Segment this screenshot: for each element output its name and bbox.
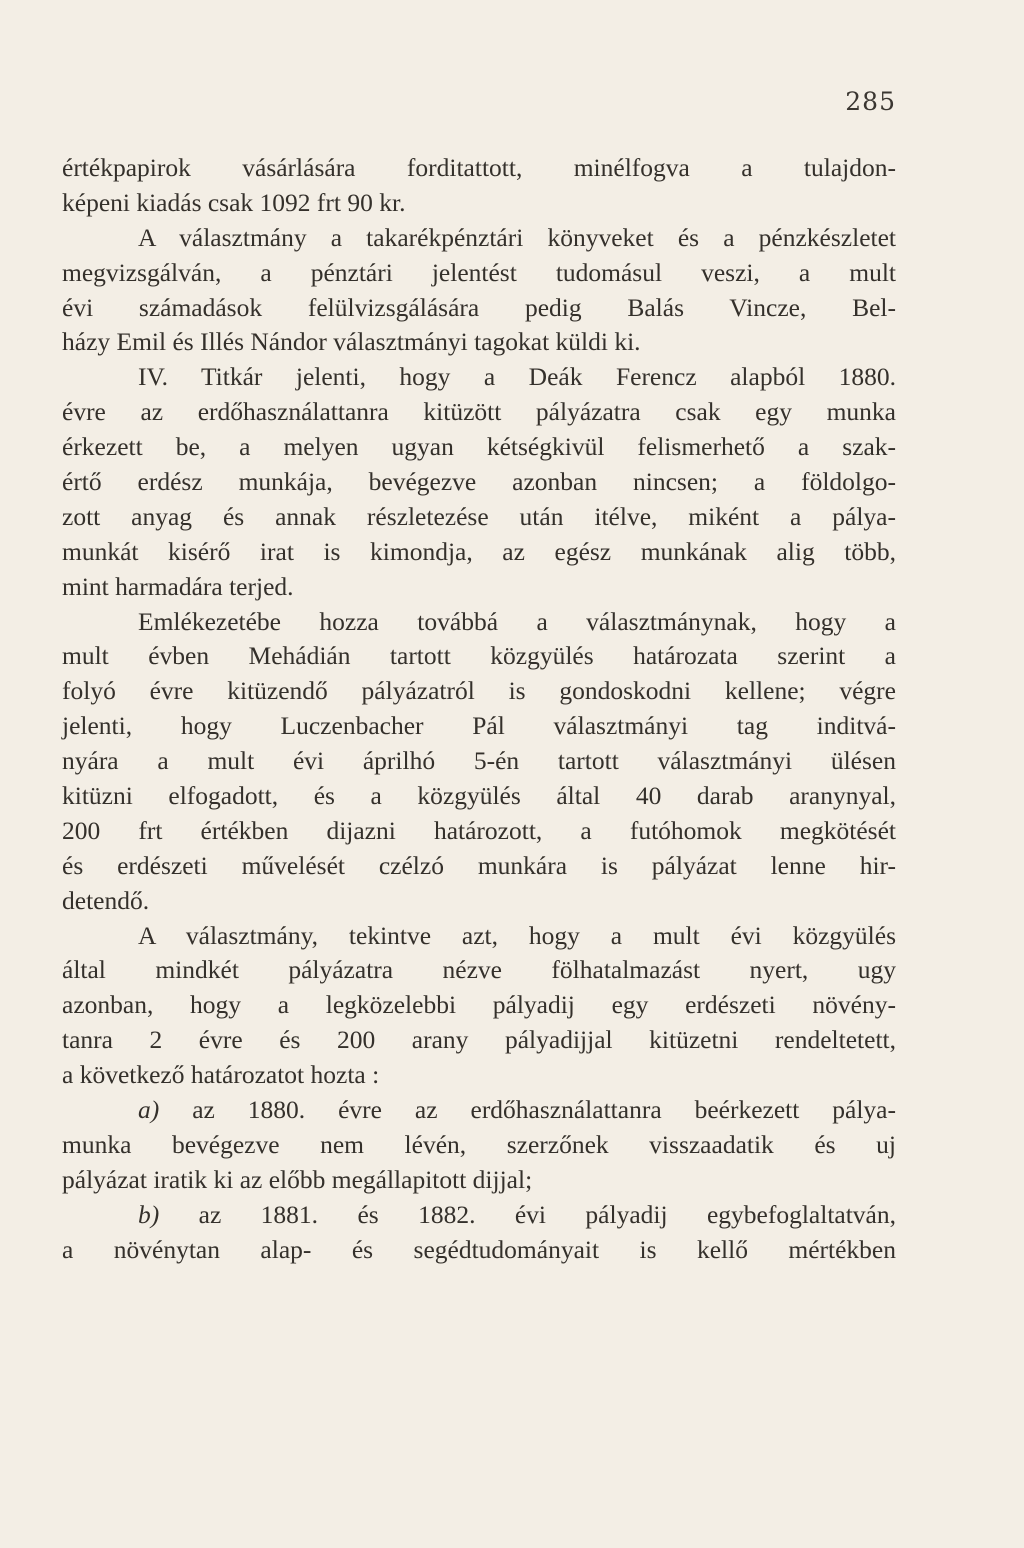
text-line: folyó évre kitüzendő pályázatról is gondoskodni kellene; végre xyxy=(62,676,896,706)
text-line: és erdészeti művelését czélzó munkára is pályázat lenne hir- xyxy=(62,850,896,880)
text-line: pályázat iratik ki az előbb megállapitott dijjal; xyxy=(62,1164,533,1194)
text-line: detendő. xyxy=(62,885,150,915)
text-line: megvizsgálván, a pénztári jelentést tudomásul veszi, a mult xyxy=(62,257,896,287)
text-line: tanra 2 évre és 200 arany pályadijjal kitüzetni rendeltetett, xyxy=(62,1025,896,1055)
text-line: kitüzni elfogadott, és a közgyülés által 40 darab aranynyal, xyxy=(62,781,896,811)
text-line: munka bevégezve nem lévén, szerzőnek visszaadatik és uj xyxy=(62,1129,896,1159)
text-line: a következő határozatot hozta : xyxy=(62,1060,380,1090)
text-line: értő erdész munkája, bevégezve azonban nincsen; a földolgo- xyxy=(62,467,896,497)
text-line: Emlékezetébe hozza továbbá a választmánynak, hogy a xyxy=(138,606,896,636)
text-line: IV. Titkár jelenti, hogy a Deák Ferencz alapból 1880. xyxy=(138,362,896,392)
text-line: mint harmadára terjed. xyxy=(62,571,294,601)
text-line: a növénytan alap- és segédtudományait is kellő mértékben xyxy=(62,1234,896,1264)
text-line: 200 frt értékben dijazni határozott, a futóhomok megkötését xyxy=(62,815,896,845)
text-line: által mindkét pályázatra nézve fölhatalmazást nyert, ugy xyxy=(62,955,896,985)
text-line: házy Emil és Illés Nándor választmányi tagokat küldi ki. xyxy=(62,327,641,357)
text-line: a) az 1880. évre az erdőhasználattanra beérkezett pálya- xyxy=(138,1095,896,1125)
text-line: zott anyag és annak részletezése után itélve, miként a pálya- xyxy=(62,501,896,531)
text-line: nyára a mult évi áprilhó 5-én tartott választmányi ülésen xyxy=(62,746,896,776)
text-line: értékpapirok vásárlására forditattott, minélfogva a tulajdon- xyxy=(62,153,896,182)
text-line: mult évben Mehádián tartott közgyülés határozata szerint a xyxy=(62,641,896,671)
text-line: azonban, hogy a legközelebbi pályadij egy erdészeti növény- xyxy=(62,990,896,1020)
page-number: 285 xyxy=(845,87,896,116)
text-line: évre az erdőhasználattanra kitüzött pályázatra csak egy munka xyxy=(62,397,896,427)
text-line: képeni kiadás csak 1092 frt 90 kr. xyxy=(62,187,406,217)
text-line: érkezett be, a melyen ugyan kétségkivül felismerhető a szak- xyxy=(62,432,896,462)
text-line: évi számadások felülvizsgálására pedig Balás Vincze, Bel- xyxy=(62,292,896,322)
text-line: jelenti, hogy Luczenbacher Pál választmányi tag inditvá- xyxy=(62,711,896,741)
body-text xyxy=(62,151,896,1268)
text-line: A választmány a takarékpénztári könyveket és a pénzkészletet xyxy=(138,222,896,252)
text-line: munkát kisérő irat is kimondja, az egész munkának alig több, xyxy=(62,536,896,566)
text-line: b) az 1881. és 1882. évi pályadij egybefoglaltatván, xyxy=(138,1199,896,1229)
text-line: A választmány, tekintve azt, hogy a mult évi közgyülés xyxy=(138,920,896,950)
